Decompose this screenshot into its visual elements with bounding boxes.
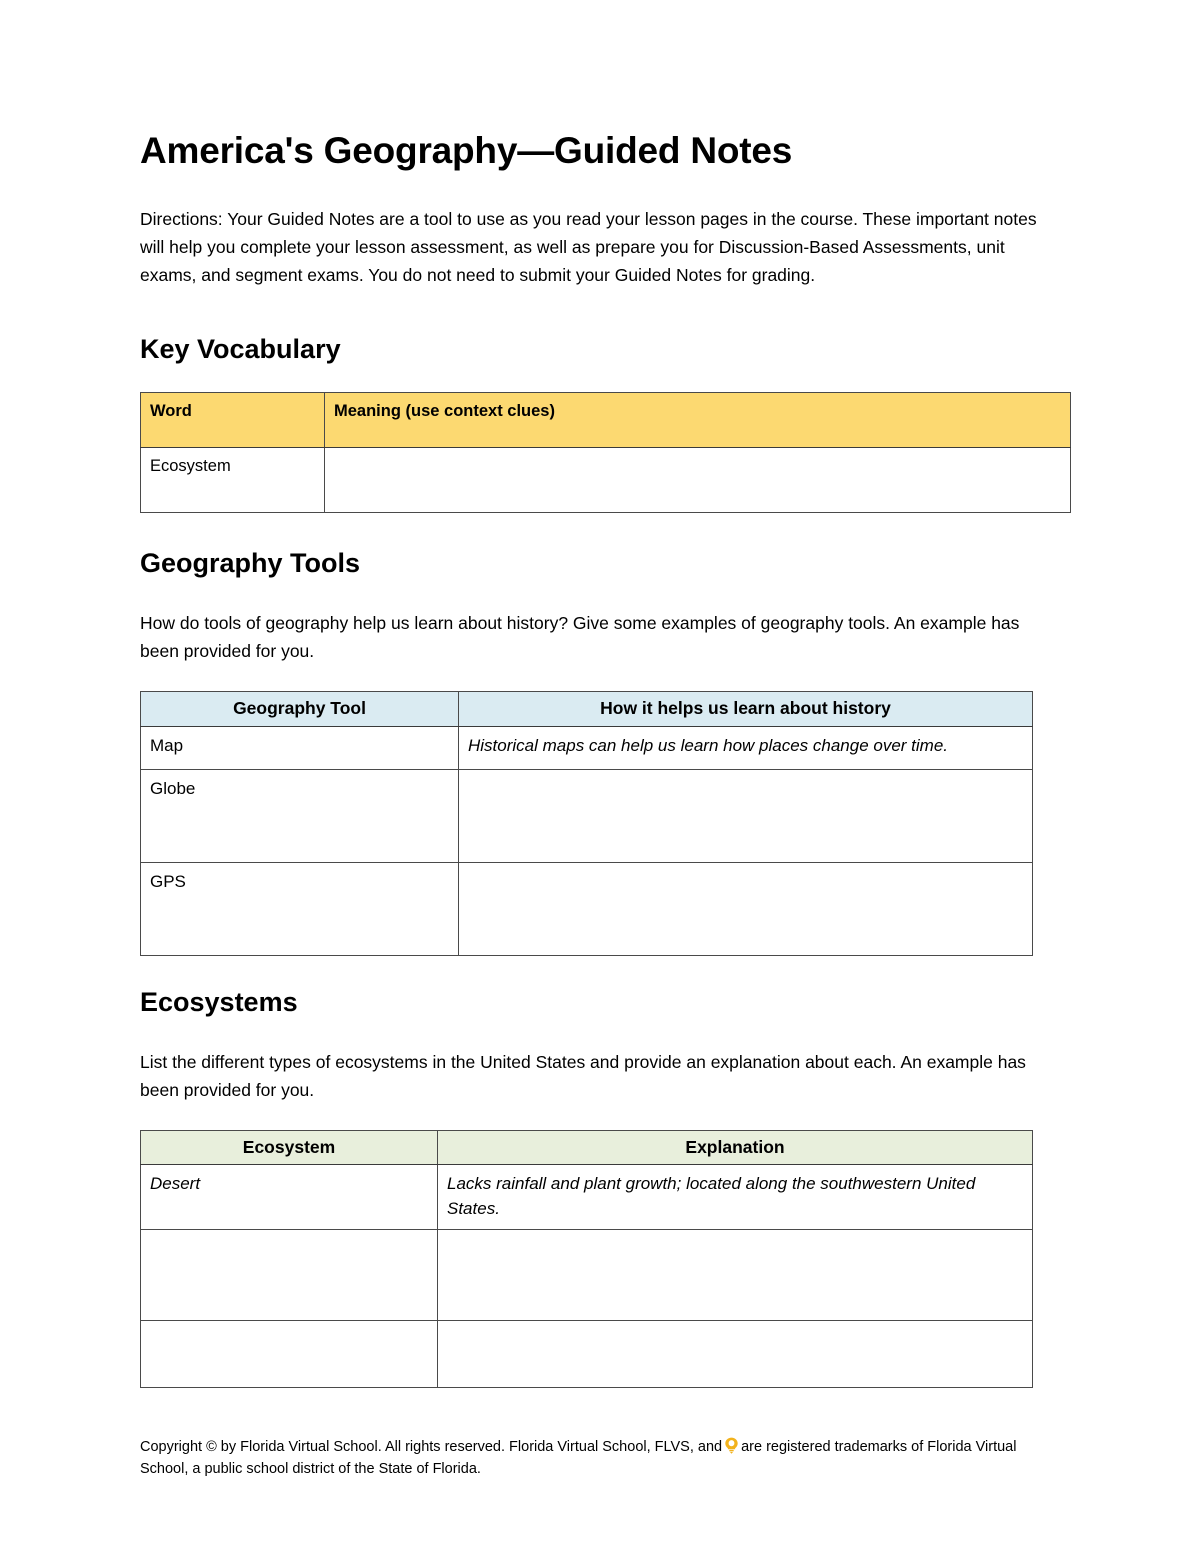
table-header-row: [141, 692, 1033, 726]
tool-help-cell[interactable]: [459, 769, 1033, 862]
spacer: [140, 956, 1060, 986]
column-header-how-it-helps: How it helps us learn about history: [459, 692, 1033, 726]
ecosystem-name-cell[interactable]: [141, 1229, 438, 1320]
spacer: [140, 579, 1060, 609]
flvs-lightbulb-logo-icon: [724, 1437, 739, 1454]
footer-text-before-logo: Copyright © by Florida Virtual School. All rights reserved. Florida Virtual School, FLVS, and: [140, 1439, 723, 1455]
geography-tools-table: [140, 691, 1033, 955]
vocab-word-cell: Ecosystem: [141, 447, 325, 512]
section-heading-geography-tools: Geography Tools: [140, 547, 361, 578]
column-header-ecosystem: Ecosystem: [141, 1130, 438, 1164]
spacer: [140, 665, 1060, 691]
table-row: [141, 1320, 1033, 1387]
table-header-row: [141, 392, 1071, 447]
section-heading-ecosystems: Ecosystems: [140, 986, 298, 1017]
ecosystem-explanation-cell[interactable]: [438, 1229, 1033, 1320]
section-heading-key-vocabulary: Key Vocabulary: [140, 334, 341, 365]
ecosystems-table: [140, 1130, 1033, 1388]
directions-paragraph: Directions: Your Guided Notes are a tool to use as you read your lesson pages in the course. These important notes will help you complete your lesson assessment, as well as prepare you for Discussion-Based Assessments, unit exams, and segment exams. You do not need to submit your Guided Notes for grading.: [140, 209, 1037, 286]
table-header-row: [141, 1130, 1033, 1164]
key-vocabulary-table: [140, 392, 1071, 513]
ecosystem-explanation-cell[interactable]: [438, 1320, 1033, 1387]
spacer: [140, 1104, 1060, 1130]
table-row: [141, 862, 1033, 955]
table-row: [141, 447, 1071, 512]
column-header-meaning: Meaning (use context clues): [325, 392, 1071, 447]
footer: [140, 1436, 1040, 1480]
tool-name-cell: Globe: [141, 769, 459, 862]
column-header-geography-tool: Geography Tool: [141, 692, 459, 726]
ecosystem-name-cell[interactable]: [141, 1320, 438, 1387]
ecosystems-prompt: List the different types of ecosystems in the United States and provide an explanation about each. An example has been provided for you.: [140, 1051, 1026, 1100]
footer-text-after-logo: are registered trademarks of Florida Virtual School, a public school district of the State of Florida.: [140, 1439, 1017, 1478]
column-header-explanation: Explanation: [438, 1130, 1033, 1164]
ecosystem-name-cell: Desert: [141, 1165, 438, 1229]
vocab-meaning-cell[interactable]: [325, 447, 1071, 512]
tool-name-cell: GPS: [141, 862, 459, 955]
ecosystem-explanation-cell: Lacks rainfall and plant growth; located along the southwestern United States.: [438, 1165, 1033, 1229]
tool-name-cell: Map: [141, 726, 459, 769]
page-title: America's Geography—Guided Notes: [140, 130, 793, 171]
table-row: [141, 769, 1033, 862]
table-row: [141, 726, 1033, 769]
spacer: [140, 1018, 1060, 1048]
tool-help-cell: Historical maps can help us learn how places change over time.: [459, 726, 1033, 769]
column-header-word: Word: [141, 392, 325, 447]
table-row: [141, 1229, 1033, 1320]
spacer: [140, 513, 1060, 547]
spacer: [140, 366, 1060, 392]
table-row: [141, 1165, 1033, 1229]
geography-tools-prompt: How do tools of geography help us learn about history? Give some examples of geography tools. An example has been provided for you.: [140, 613, 1020, 662]
spacer: [140, 289, 1060, 333]
tool-help-cell[interactable]: [459, 862, 1033, 955]
